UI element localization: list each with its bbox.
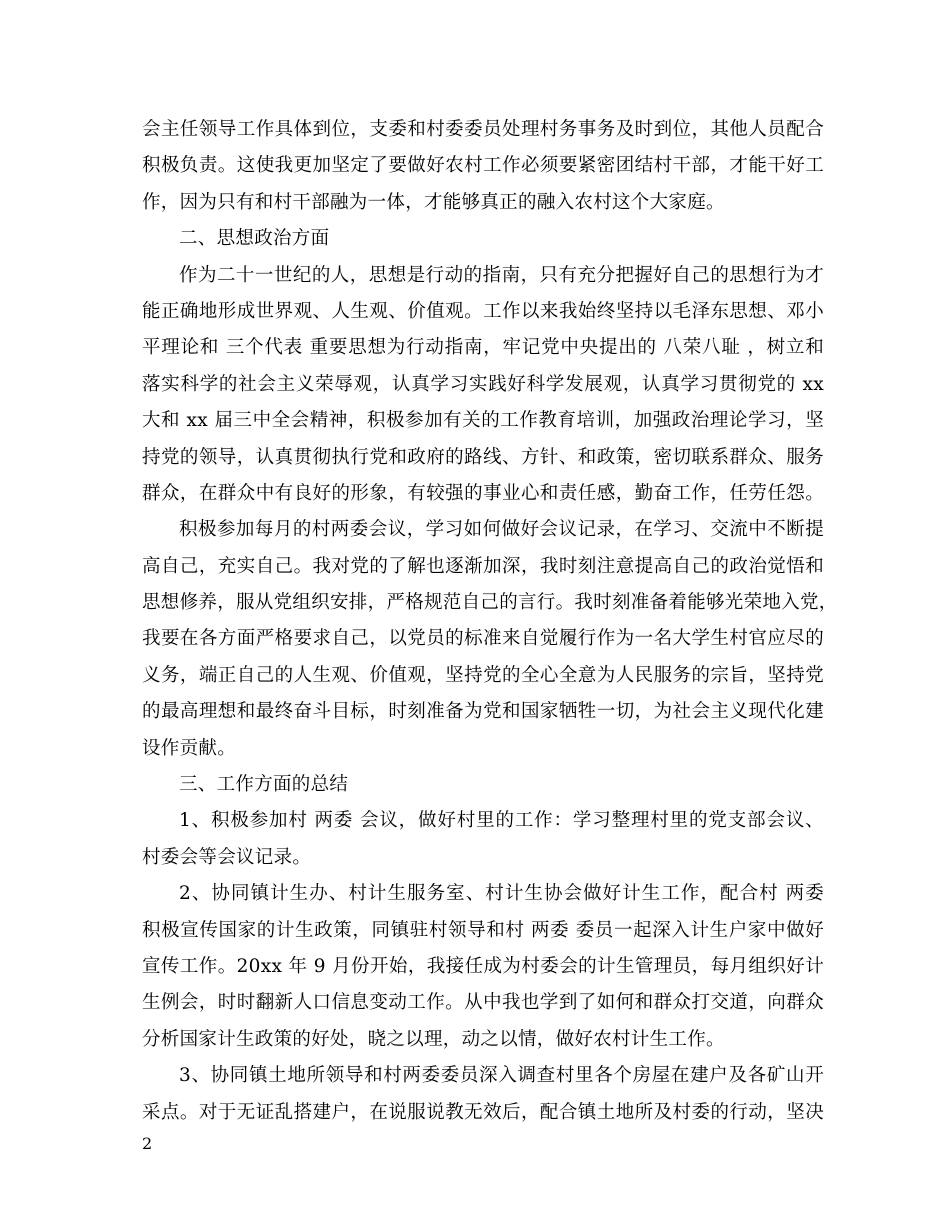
text-line: 平理论和 三个代表 重要思想为行动指南，牢记党中央提出的 八荣八耻 ，树立和	[142, 337, 824, 359]
text-line: 生例会，时时翻新人口信息变动工作。从中我也学到了如何和群众打交道，向群众	[142, 992, 824, 1014]
text-line: 群众，在群众中有良好的形象，有较强的事业心和责任感，勤奋工作，任劳任怨。	[142, 482, 824, 504]
text-line: 作，因为只有和村干部融为一体，才能够真正的融入农村这个大家庭。	[142, 191, 725, 213]
text-line: 3、协同镇土地所领导和村两委委员深入调查村里各个房屋在建户及各矿山开	[179, 1065, 824, 1087]
text-line: 作为二十一世纪的人，思想是行动的指南，只有充分把握好自己的思想行为才	[179, 264, 824, 286]
text-line: 采点。对于无证乱搭建户，在说服说教无效后，配合镇土地所及村委的行动，坚决	[142, 1101, 824, 1123]
text-line: 高自己，充实自己。我对党的了解也逐渐加深，我时刻注意提高自己的政治觉悟和	[142, 555, 824, 577]
text-line: 分析国家计生政策的好处，晓之以理，动之以情，做好农村计生工作。	[142, 1028, 725, 1050]
text-line: 思想修养，服从党组织安排，严格规范自己的言行。我时刻准备着能够光荣地入党，	[142, 592, 838, 614]
section-heading: 三、工作方面的总结	[179, 774, 349, 796]
page-number: 2	[142, 1134, 153, 1153]
text-line: 宣传工作。20xx 年 9 月份开始，我接任成为村委会的计生管理员，每月组织好计	[142, 955, 824, 977]
text-line: 积极负责。这使我更加坚定了要做好农村工作必须要紧密团结村干部，才能干好工	[142, 155, 824, 177]
text-line: 我要在各方面严格要求自己，以党员的标准来自觉履行作为一名大学生村官应尽的	[142, 628, 824, 650]
text-line: 持党的领导，认真贯彻执行党和政府的路线、方针、和政策，密切联系群众、服务	[142, 446, 824, 468]
text-line: 会主任领导工作具体到位，支委和村委委员处理村务事务及时到位，其他人员配合	[142, 119, 824, 140]
text-line: 村委会等会议记录。	[142, 846, 312, 868]
text-line: 大和 xx 届三中全会精神，积极参加有关的工作教育培训，加强政治理论学习，坚	[142, 410, 824, 432]
text-line: 能正确地形成世界观、人生观、价值观。工作以来我始终坚持以毛泽东思想、邓小	[142, 300, 824, 322]
text-line: 义务，端正自己的人生观、价值观，坚持党的全心全意为人民服务的宗旨，坚持党	[142, 664, 824, 686]
text-line: 1、积极参加村 两委 会议，做好村里的工作：学习整理村里的党支部会议、	[179, 810, 824, 832]
text-line: 2、协同镇计生办、村计生服务室、村计生协会做好计生工作，配合村 两委	[179, 883, 824, 905]
text-line: 设作贡献。	[142, 737, 237, 759]
text-line: 积极参加每月的村两委会议，学习如何做好会议记录，在学习、交流中不断提	[179, 519, 824, 541]
text-line: 的最高理想和最终奋斗目标，时刻准备为党和国家牺牲一切，为社会主义现代化建	[142, 701, 824, 723]
section-heading: 二、思想政治方面	[179, 228, 330, 250]
document-body	[142, 112, 838, 1131]
text-line: 积极宣传国家的计生政策，同镇驻村领导和村 两委 委员一起深入计生户家中做好	[142, 919, 824, 941]
text-line: 落实科学的社会主义荣辱观，认真学习实践好科学发展观，认真学习贯彻党的 xx	[142, 373, 824, 395]
